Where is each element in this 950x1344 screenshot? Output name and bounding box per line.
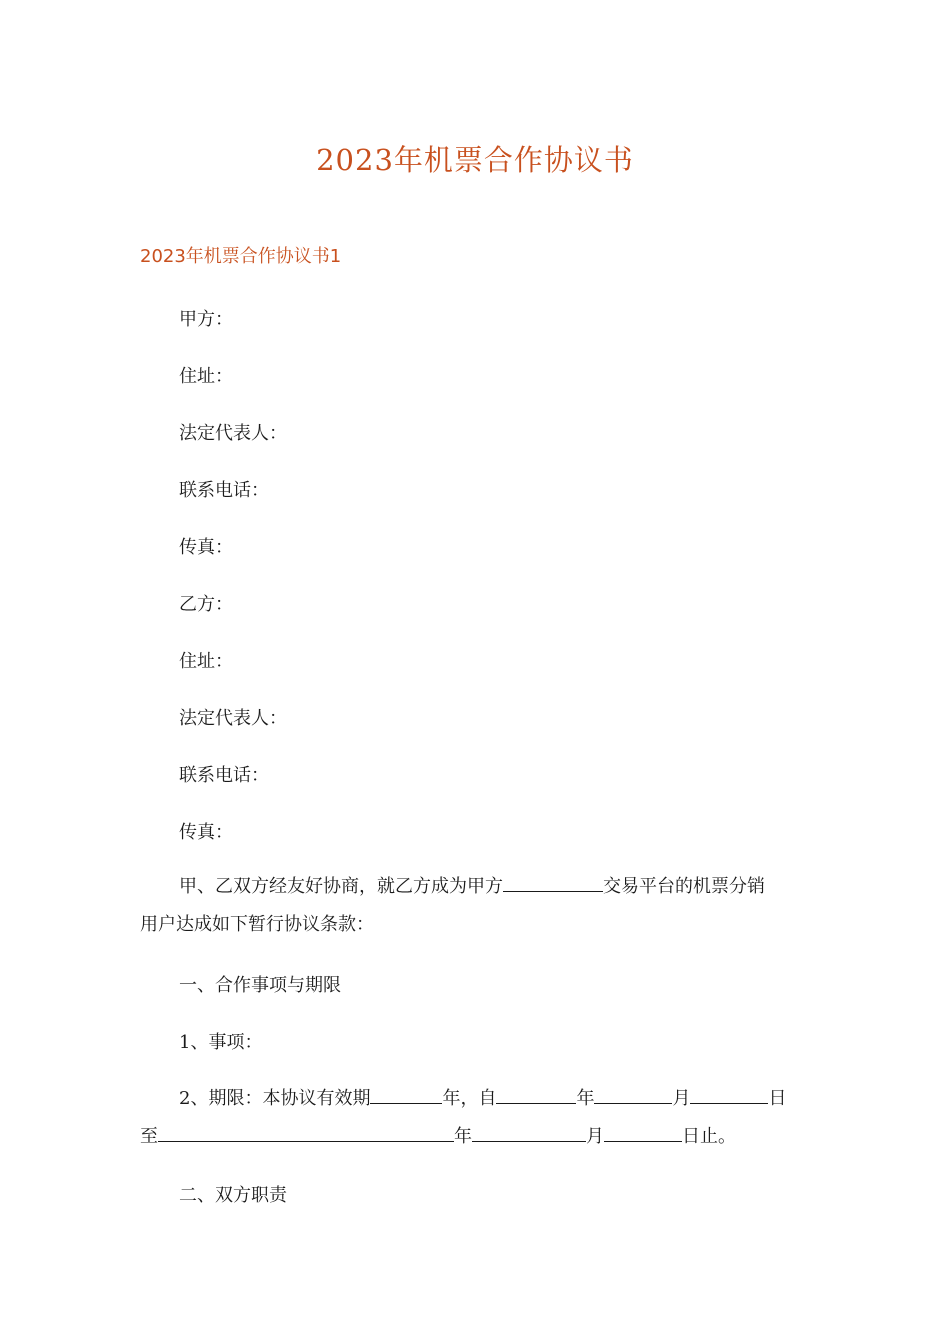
preamble-line-1 bbox=[140, 868, 800, 906]
party-a-address: 住址： bbox=[179, 366, 233, 387]
party-a-legal-rep: 法定代表人： bbox=[179, 423, 287, 444]
end-day-blank[interactable] bbox=[604, 1123, 682, 1142]
clause-1-item-2 bbox=[140, 1080, 800, 1156]
end-day-label: 日止。 bbox=[682, 1126, 736, 1147]
party-b-label: 乙方： bbox=[179, 594, 233, 615]
start-year-blank[interactable] bbox=[496, 1085, 576, 1104]
party-b-phone: 联系电话： bbox=[179, 765, 269, 786]
preamble-text-1: 甲、乙双方经友好协商，就乙方成为甲方 bbox=[179, 876, 503, 897]
clause-1-item-1: 1、事项： bbox=[179, 1032, 263, 1053]
start-day-blank[interactable] bbox=[690, 1085, 768, 1104]
party-a-label: 甲方： bbox=[179, 309, 233, 330]
start-year-label: 年 bbox=[576, 1088, 595, 1109]
start-day-label: 日 bbox=[768, 1088, 787, 1109]
party-b-fax: 传真： bbox=[179, 822, 233, 843]
start-month-label: 月 bbox=[672, 1088, 691, 1109]
end-month-label: 月 bbox=[586, 1126, 604, 1147]
party-a-fax: 传真： bbox=[179, 537, 233, 558]
end-month-blank[interactable] bbox=[472, 1123, 586, 1142]
platform-name-blank[interactable] bbox=[503, 873, 603, 892]
term-years-blank[interactable] bbox=[370, 1085, 442, 1104]
preamble-line-2: 用户达成如下暂行协议条款： bbox=[140, 914, 374, 935]
end-to-label: 至 bbox=[140, 1126, 158, 1147]
party-b-legal-rep: 法定代表人： bbox=[179, 708, 287, 729]
term-prefix: 2、期限：本协议有效期 bbox=[179, 1088, 371, 1109]
start-month-blank[interactable] bbox=[594, 1085, 672, 1104]
document-title: 2023年机票合作协议书 bbox=[316, 143, 634, 177]
party-b-address: 住址： bbox=[179, 651, 233, 672]
preamble-text-2: 交易平台的机票分销 bbox=[603, 876, 765, 897]
term-line-2 bbox=[140, 1118, 800, 1156]
clause-2-heading: 二、双方职责 bbox=[179, 1185, 287, 1206]
section-heading: 2023年机票合作协议书1 bbox=[140, 246, 342, 267]
end-year-blank[interactable] bbox=[158, 1123, 454, 1142]
term-line-1 bbox=[140, 1080, 800, 1118]
party-a-phone: 联系电话： bbox=[179, 480, 269, 501]
end-year-label: 年 bbox=[454, 1126, 472, 1147]
term-year-from-label: 年，自 bbox=[442, 1088, 497, 1109]
preamble-paragraph bbox=[140, 868, 800, 944]
clause-1-heading: 一、合作事项与期限 bbox=[179, 975, 341, 996]
